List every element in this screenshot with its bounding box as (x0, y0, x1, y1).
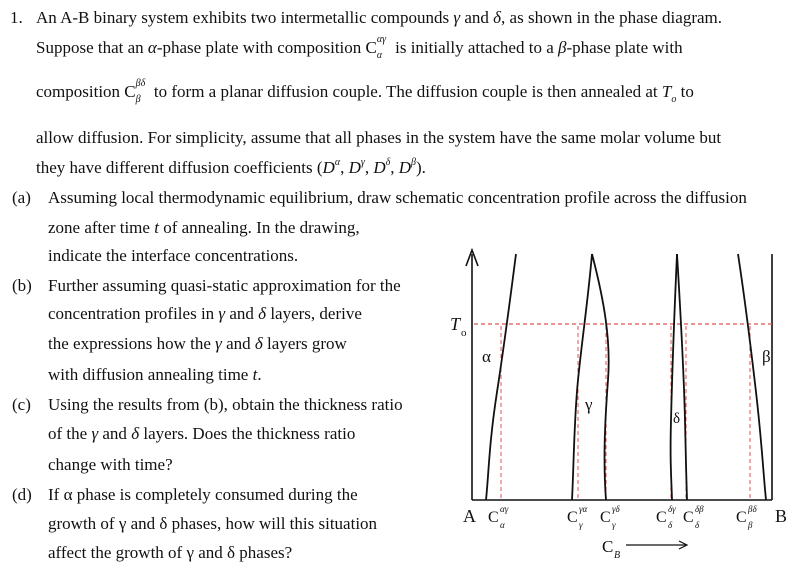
part-b-line-2: concentration profiles in γ and δ layers, derive (48, 304, 362, 323)
intro-line-1: An A-B binary system exhibits two intermetallic compounds γ and δ, as shown in the phase diagram. (36, 8, 722, 27)
phase-label-alpha: α (482, 347, 491, 366)
part-a-line-2: zone after time t of annealing. In the drawing, (48, 218, 360, 237)
svg-text:γ: γ (579, 520, 583, 530)
axis-label-sub: B (614, 550, 621, 561)
axis-left-label: A (463, 506, 476, 526)
intro-line-4: allow diffusion. For simplicity, assume that all phases in the system have the same molar volume but (36, 128, 722, 147)
part-d-line-1: If α phase is completely consumed during the (48, 485, 358, 504)
beta-boundary (738, 254, 766, 500)
temperature-label: T (450, 314, 461, 334)
part-b-line-1: Further assuming quasi-static approximation for the (48, 276, 401, 295)
part-c-line-1: Using the results from (b), obtain the thickness ratio (48, 395, 403, 414)
axis-label: C (602, 537, 614, 556)
part-a-line-3: indicate the interface concentrations. (48, 246, 299, 265)
tick-label-5 (683, 504, 704, 530)
svg-text:βδ: βδ (748, 504, 757, 514)
composition-guides (501, 326, 750, 498)
svg-text:γδ: γδ (612, 504, 620, 514)
svg-text:β: β (748, 520, 753, 530)
tick-label-6 (736, 504, 757, 530)
svg-text:δβ: δβ (695, 504, 704, 514)
svg-text:C: C (488, 509, 499, 526)
svg-text:δγ: δγ (668, 504, 676, 514)
svg-text:C: C (567, 509, 578, 526)
problem-number: 1. (10, 8, 23, 27)
svg-text:αγ: αγ (500, 504, 509, 514)
part-d-line-2: growth of γ and δ phases, how will this situation (48, 514, 378, 533)
tick-label-1 (488, 504, 509, 530)
part-a-line-1: Assuming local thermodynamic equilibrium, draw schematic concentration profile across the diffusion (48, 188, 747, 207)
delta-left-boundary (671, 254, 677, 500)
axis-right-label: B (775, 506, 788, 526)
svg-text:C: C (736, 509, 747, 526)
axis-direction-arrow (626, 541, 687, 549)
svg-text:C: C (656, 509, 667, 526)
phase-label-delta: δ (673, 411, 681, 427)
part-b-label: (b) (12, 276, 32, 295)
phase-boundaries (486, 254, 766, 500)
intro-line-3: composition C βδ β to form a planar diffusion couple. The diffusion couple is then annealed at $T_o$ to (36, 78, 694, 105)
gamma-left-boundary (572, 254, 592, 500)
phase-label-gamma: γ (585, 395, 593, 414)
intro-line-2: Suppose that an α-phase plate with composition C αγ α is initially attached to a β-phase plate with (36, 34, 683, 61)
part-d-line-3: affect the growth of γ and δ phases? (48, 543, 293, 562)
part-b-line-4: with diffusion annealing time t. (48, 365, 262, 384)
svg-text:δ: δ (695, 520, 700, 530)
part-c-label: (c) (12, 395, 31, 414)
intro-line-5: they have different diffusion coefficients ($D^\alpha$, $D^\gamma$, $D^\delta$, $D^\beta$). (36, 157, 426, 177)
part-b-line-3: the expressions how the γ and δ layers grow (48, 334, 347, 353)
part-c-line-3: change with time? (48, 455, 173, 474)
svg-text:C: C (683, 509, 694, 526)
tick-label-3 (600, 504, 621, 530)
tick-label-2 (567, 504, 588, 530)
part-a-label: (a) (12, 188, 31, 207)
tick-label-4 (656, 504, 676, 530)
temperature-sub: o (461, 327, 467, 339)
svg-text:γ: γ (612, 520, 616, 530)
phase-label-beta: β (762, 347, 771, 366)
part-d-label: (d) (12, 485, 32, 504)
svg-text:γα: γα (579, 504, 588, 514)
part-c-line-2: of the γ and δ layers. Does the thickness ratio (48, 424, 356, 443)
svg-text:δ: δ (668, 520, 673, 530)
svg-text:α: α (500, 520, 505, 530)
svg-text:C: C (600, 509, 611, 526)
